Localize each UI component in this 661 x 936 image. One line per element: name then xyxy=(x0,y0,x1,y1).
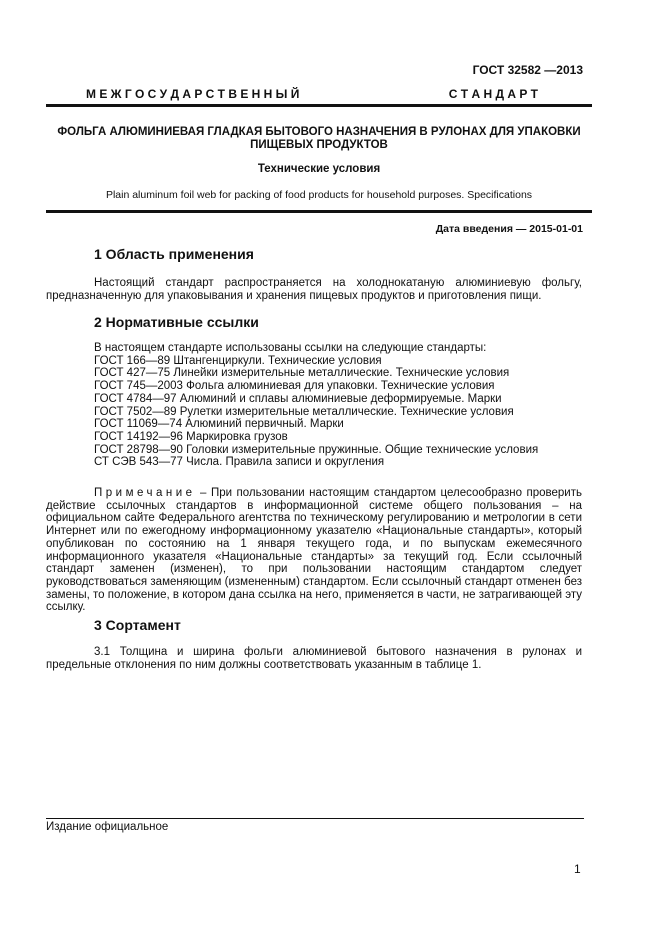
section-3-heading: 3 Сортамент xyxy=(94,617,181,633)
english-title: Plain aluminum foil web for packing of food products for household purposes. Specifications xyxy=(105,189,533,201)
header-rule xyxy=(46,104,592,107)
document-subtitle: Технические условия xyxy=(257,163,381,175)
reference-item: ГОСТ 427—75 Линейки измерительные металлические. Технические условия xyxy=(94,367,510,380)
standard-word: С Т А Н Д А Р Т xyxy=(448,87,538,101)
reference-item: ГОСТ 14192—96 Маркировка грузов xyxy=(94,430,288,443)
reference-item: ГОСТ 11069—74 Алюминий первичный. Марки xyxy=(94,418,344,431)
footer-rule xyxy=(46,818,584,819)
reference-item: ГОСТ 4784—97 Алюминий и сплавы алюминиевые деформируемые. Марки xyxy=(94,392,502,405)
page-number: 1 xyxy=(574,862,581,876)
title-line-2: ПИЩЕВЫХ ПРОДУКТОВ xyxy=(250,139,388,151)
section-3-text: 3.1 Толщина и ширина фольги алюминиевой бытового назначения в рулонах и предельные отклонения по ним должны соответствовать указанным в таблице 1. xyxy=(46,646,582,671)
title-rule xyxy=(46,210,592,213)
note-text: – При пользовании настоящим стандартом целесообразно проверить действие ссылочных стандартов в информационной системе общего пользования – на официальном сайте Федерального агентства по техническому регулированию и метрологии в сети Интернет или по ежегодному информационному указателю «Национальные стандарты», который опубликован по состоянию на 1 января текущего года, и по выпускам ежемесячного информационного указателя «Национальные стандарты» за текущий год. Если ссылочный стандарт заменен (изменен), то при пользовании настоящим стандартом следует руководствоваться заменяющим (измененным) стандартом. Если ссылочный стандарт отменен без замены, то положение, в котором дана ссылка на него, применяется в части, не затрагивающей эту ссылку. xyxy=(46,487,582,614)
section-1-text: Настоящий стандарт распространяется на холоднокатаную алюминиевую фольгу, предназначенную для упаковывания и хранения пищевых продуктов и приготовления пищи. xyxy=(46,277,582,302)
official-edition-label: Издание официальное xyxy=(46,821,169,833)
references-intro: В настоящем стандарте использованы ссылки на следующие стандарты: xyxy=(94,342,487,354)
reference-item: ГОСТ 166—89 Штангенциркули. Технические условия xyxy=(94,354,382,367)
interstate-word: М Е Ж Г О С У Д А Р С Т В Е Н Н Ы Й xyxy=(86,87,300,101)
reference-item: ГОСТ 745—2003 Фольга алюминиевая для упаковки. Технические условия xyxy=(94,380,495,393)
interstate-standard-heading xyxy=(86,87,538,101)
section-2-heading: 2 Нормативные ссылки xyxy=(94,314,259,330)
reference-item: ГОСТ 28798—90 Головки измерительные пружинные. Общие технические условия xyxy=(94,443,539,456)
normative-references-list xyxy=(94,342,538,469)
standard-number: ГОСТ 32582 —2013 xyxy=(472,63,583,77)
document-title xyxy=(46,126,592,152)
note-label: Примечание xyxy=(94,487,196,499)
section-1-heading: 1 Область применения xyxy=(94,246,254,262)
note-paragraph xyxy=(46,487,582,614)
reference-item: СТ СЭВ 543—77 Числа. Правила записи и округления xyxy=(94,456,385,469)
title-line-1: ФОЛЬГА АЛЮМИНИЕВАЯ ГЛАДКАЯ БЫТОВОГО НАЗНАЧЕНИЯ В РУЛОНАХ ДЛЯ УПАКОВКИ xyxy=(57,126,581,138)
reference-item: ГОСТ 7502—89 Рулетки измерительные металлические. Технические условия xyxy=(94,405,514,418)
introduction-date: Дата введения — 2015-01-01 xyxy=(435,223,583,235)
